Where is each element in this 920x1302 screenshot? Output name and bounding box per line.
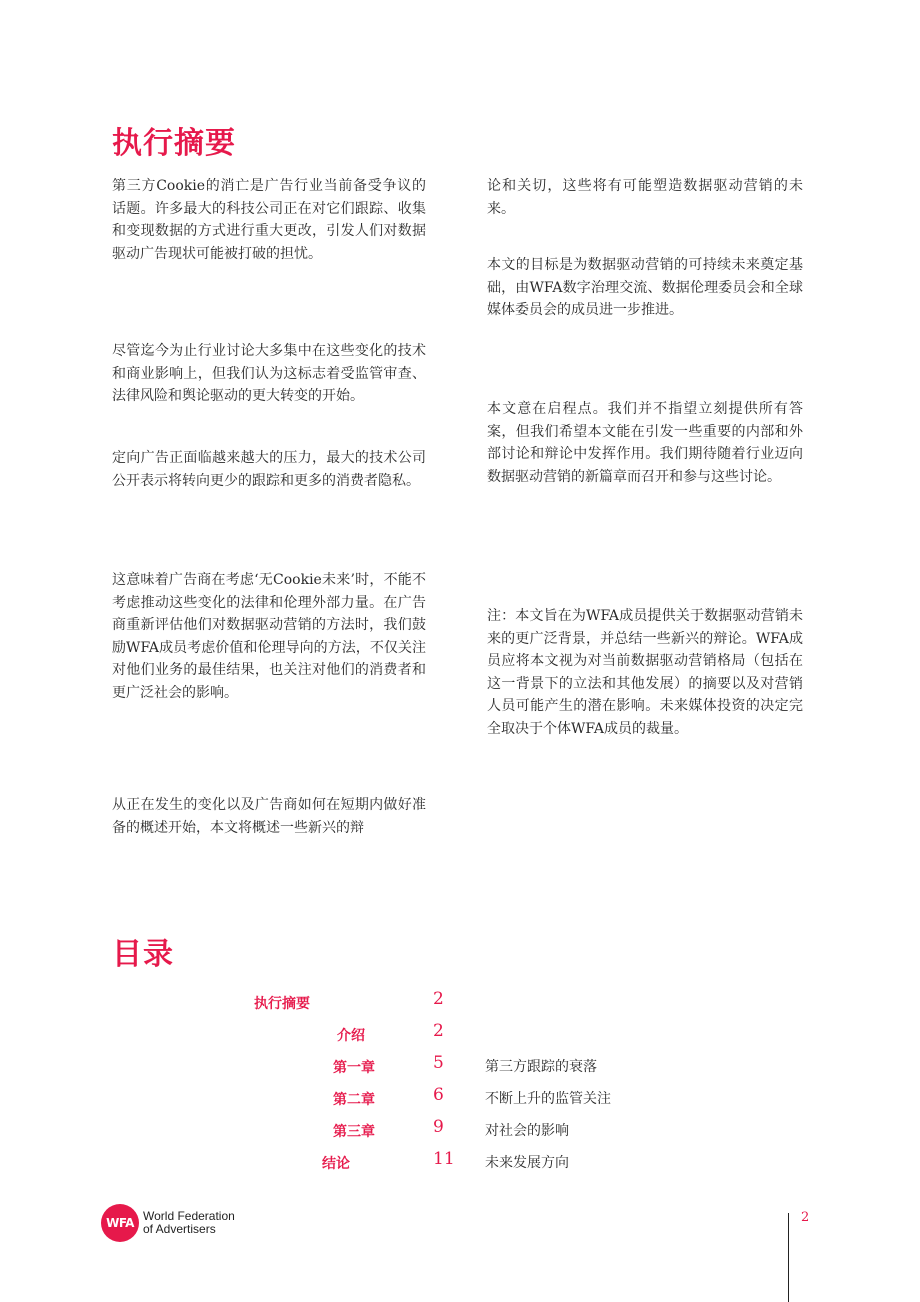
toc-row-chapter-3[interactable] <box>0 1116 920 1144</box>
toc-row-conclusion[interactable] <box>0 1148 920 1176</box>
toc-page-number: 5 <box>433 1053 444 1073</box>
wfa-logo-mark: WFA <box>101 1204 139 1242</box>
paragraph-overview-continued: 论和关切，这些将有可能塑造数据驱动营销的未来。 <box>487 178 803 217</box>
paragraph-note: 注：本文旨在为WFA成员提供关于数据驱动营销未来的更广泛背景，并总结一些新兴的辩论。WFA成员应将本文视为对当前数据驱动营销格局（包括在这一背景下的立法和其他发展）的摘要以及对营销人员可能产生的潜在影响。未来媒体投资的决定完全取决于个体WFA成员的裁量。 <box>487 608 803 737</box>
wfa-logo <box>101 1204 235 1242</box>
toc-description: 第三方跟踪的衰落 <box>485 1059 597 1075</box>
paragraph-cookieless-future: 这意味着广告商在考虑‘无Cookie未来’时，不能不考虑推动这些变化的法律和伦理外部力量。在广告商重新评估他们对数据驱动营销的方法时，我们鼓励WFA成员考虑价值和伦理导向的方法，不仅关注对他们业务的最佳结果，也关注对他们的消费者和更广泛社会的影响。 <box>112 572 426 701</box>
toc-description: 不断上升的监管关注 <box>485 1091 611 1107</box>
toc-page-number: 6 <box>433 1085 444 1105</box>
org-name-line1: World Federation <box>143 1209 235 1223</box>
toc-description: 对社会的影响 <box>485 1123 569 1139</box>
toc-label: 介绍 <box>337 1028 365 1044</box>
toc-row-introduction[interactable] <box>0 1020 920 1048</box>
paragraph-cookie-demise: 第三方Cookie的消亡是广告行业当前备受争议的话题。许多最大的科技公司正在对它们跟踪、收集和变现数据的方式进行重大更改，引发人们对数据驱动广告现状可能被打破的担忧。 <box>112 178 426 262</box>
org-name-line2: of Advertisers <box>143 1222 216 1236</box>
paragraph-overview-start: 从正在发生的变化以及广告商如何在短期内做好准备的概述开始，本文将概述一些新兴的辩 <box>112 797 426 836</box>
toc-page-number: 9 <box>433 1117 444 1137</box>
page-number: 2 <box>801 1210 810 1225</box>
wfa-logo-text <box>143 1210 235 1236</box>
paragraph-targeted-ads-pressure: 定向广告正面临越来越大的压力，最大的技术公司公开表示将转向更少的跟踪和更多的消费者隐私。 <box>112 450 426 489</box>
toc-row-chapter-2[interactable] <box>0 1084 920 1112</box>
exec-summary-heading: 执行摘要 <box>112 126 236 161</box>
toc-row-chapter-1[interactable] <box>0 1052 920 1080</box>
paragraph-paper-goal: 本文的目标是为数据驱动营销的可持续未来奠定基础，由WFA数字治理交流、数据伦理委员会和全球媒体委员会的成员进一步推进。 <box>487 257 803 318</box>
toc-description: 未来发展方向 <box>485 1155 569 1171</box>
toc-page-number: 2 <box>433 989 444 1009</box>
toc-row-exec-summary[interactable] <box>0 988 920 1016</box>
toc-label: 第二章 <box>333 1092 375 1108</box>
toc-heading: 目录 <box>112 937 174 972</box>
paragraph-starting-point: 本文意在启程点。我们并不指望立刻提供所有答案，但我们希望本文能在引发一些重要的内部和外部讨论和辩论中发挥作用。我们期待随着行业迈向数据驱动营销的新篇章而召开和参与这些讨论。 <box>487 401 803 485</box>
footer-divider <box>788 1213 789 1302</box>
toc-label: 执行摘要 <box>254 996 310 1012</box>
toc-label: 第三章 <box>333 1124 375 1140</box>
toc-label: 结论 <box>322 1156 350 1172</box>
toc-page-number: 2 <box>433 1021 444 1041</box>
toc-page-number: 11 <box>433 1149 455 1169</box>
paragraph-industry-discussion: 尽管迄今为止行业讨论大多集中在这些变化的技术和商业影响上，但我们认为这标志着受监管审查、法律风险和舆论驱动的更大转变的开始。 <box>112 343 426 404</box>
toc-label: 第一章 <box>333 1060 375 1076</box>
